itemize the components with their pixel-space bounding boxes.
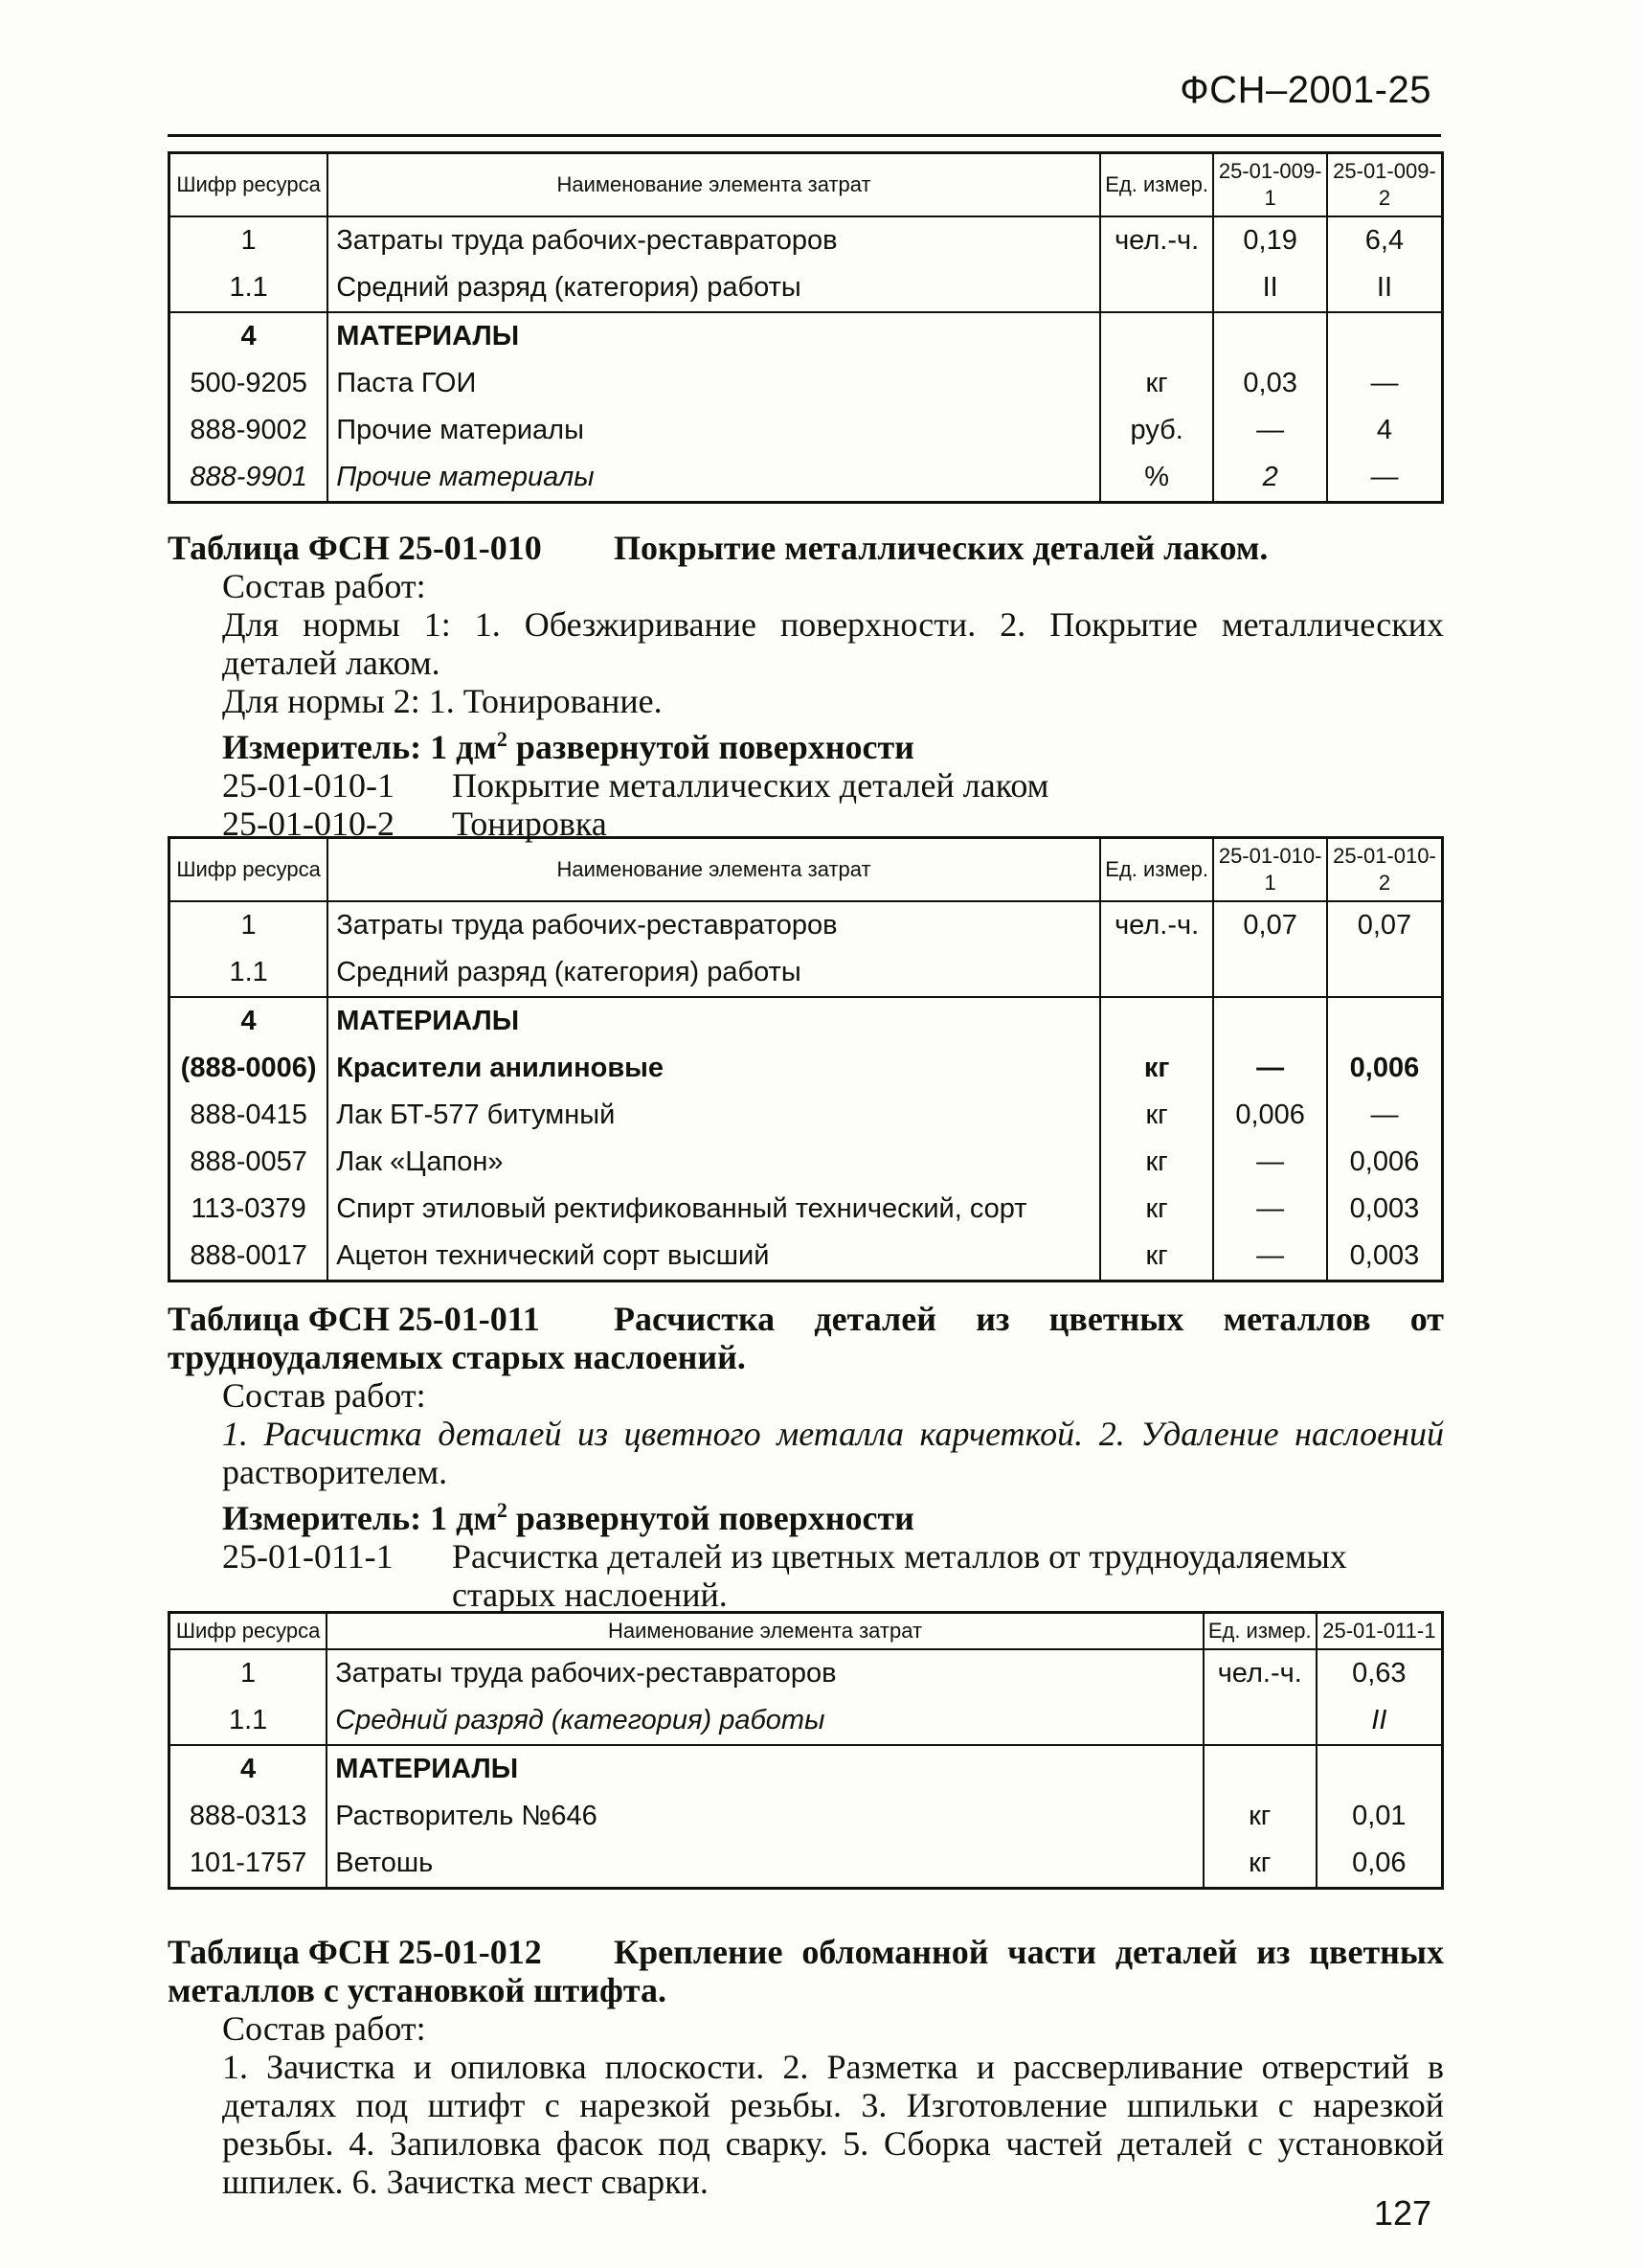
row-value: [1213, 949, 1327, 997]
row-code: 500-9205: [169, 360, 328, 407]
row-code: 1: [169, 1649, 327, 1697]
measurer-suffix: развернутой поверхности: [507, 1499, 914, 1537]
row-name: Прочие материалы: [327, 407, 1100, 454]
row-value: [1327, 949, 1443, 997]
row-unit: чел.-ч.: [1100, 901, 1214, 949]
row-name: Лак «Цапон»: [327, 1139, 1100, 1186]
running-head: ФСН–2001-25: [1180, 69, 1431, 111]
row-value: —: [1370, 462, 1399, 492]
table-row: [169, 454, 1443, 503]
header-norm: 25-01-010-1: [1213, 838, 1327, 902]
row-code: 101-1757: [169, 1840, 327, 1889]
row-code: 888-9901: [169, 454, 328, 503]
header-norm: 25-01-009-2: [1327, 153, 1443, 217]
row-value: 0,19: [1213, 216, 1327, 264]
row-name: Паста ГОИ: [327, 360, 1100, 407]
row-unit: кг: [1204, 1793, 1317, 1840]
table-caption: Крепление обломанной части деталей из цветных металлов с установкой штифта.: [168, 1933, 1444, 2009]
row-value: 0,06: [1352, 1848, 1407, 1878]
header-code: Шифр ресурса: [169, 838, 328, 902]
row-unit: [1100, 997, 1214, 1045]
header-name: Наименование элемента затрат: [327, 1613, 1204, 1650]
row-name: МАТЕРИАЛЫ: [327, 1745, 1204, 1793]
row-name: Прочие материалы: [327, 454, 1100, 503]
header-code: Шифр ресурса: [169, 1613, 327, 1650]
table-row: [169, 949, 1443, 997]
table-row: [169, 264, 1443, 312]
row-value: 0,006: [1213, 1092, 1327, 1139]
row-unit: [1100, 264, 1214, 312]
row-value: 0,006: [1349, 1053, 1420, 1083]
table-row: [169, 1697, 1443, 1745]
row-name: Средний разряд (категория) работы: [327, 949, 1100, 997]
row-name: Лак БТ-577 битумный: [327, 1092, 1100, 1139]
row-value: [1317, 1745, 1443, 1793]
measurer-prefix: Измеритель: 1 дм: [222, 1499, 497, 1537]
row-name: МАТЕРИАЛЫ: [327, 312, 1100, 360]
table-id: Таблица ФСН 25-01-012: [168, 1933, 542, 1971]
cost-table-010: [168, 836, 1444, 1282]
norm-text: Покрытие металлических деталей лаком: [452, 766, 1049, 805]
work-description: [168, 1415, 1444, 1491]
header-name: Наименование элемента затрат: [327, 153, 1100, 217]
work-description-italic: 1. Расчистка деталей из цветного металла карчеткой. 2. Удаление наслоений: [222, 1415, 1444, 1453]
row-value: —: [1213, 1045, 1327, 1092]
row-value: 0,07: [1213, 901, 1327, 949]
table-row: [169, 1793, 1443, 1840]
header-unit: Ед. измер.: [1100, 153, 1214, 217]
row-unit: [1204, 1745, 1317, 1793]
table-row: [169, 1045, 1443, 1092]
norm-code: 25-01-011-1: [222, 1537, 394, 1576]
row-value: [1327, 312, 1443, 360]
page-number: 127: [1373, 2193, 1431, 2233]
row-value: 0,07: [1327, 901, 1443, 949]
section-011: [168, 1300, 1444, 1614]
row-unit: [1100, 949, 1214, 997]
row-value: II: [1376, 272, 1393, 303]
header-code: Шифр ресурса: [169, 153, 328, 217]
document-page: [168, 0, 1451, 2268]
norm-text: Расчистка деталей из цветных металлов от трудноудаляемых старых наслоений.: [452, 1537, 1347, 1614]
row-unit: кг: [1100, 1045, 1214, 1092]
row-name: Затраты труда рабочих-реставраторов: [327, 1649, 1204, 1697]
row-code: 1.1: [169, 949, 328, 997]
row-code: 888-9002: [169, 407, 328, 454]
row-code: 4: [169, 312, 328, 360]
row-value: —: [1213, 1139, 1327, 1186]
row-unit: кг: [1100, 1139, 1214, 1186]
table-row: [169, 1649, 1443, 1697]
measurer-sup: 2: [496, 727, 507, 751]
table-row: [169, 1840, 1443, 1889]
measurer: [168, 720, 1444, 766]
row-unit: кг: [1100, 1186, 1214, 1233]
row-unit: кг: [1100, 1233, 1214, 1281]
table-header-row: [169, 153, 1443, 217]
row-name: Растворитель №646: [327, 1793, 1204, 1840]
table-title: [168, 1300, 1444, 1376]
table-header-row: [169, 838, 1443, 902]
row-code: 888-0415: [169, 1092, 328, 1139]
row-value: 2: [1213, 454, 1327, 503]
table-caption: Расчистка деталей из цветных металлов от трудноудаляемых старых наслоений.: [168, 1300, 1444, 1376]
row-name: Затраты труда рабочих-реставраторов: [327, 901, 1100, 949]
row-name: Красители анилиновые: [327, 1045, 1100, 1092]
row-unit: кг: [1100, 1092, 1214, 1139]
table-id: Таблица ФСН 25-01-010: [168, 529, 542, 567]
row-code: 1: [169, 216, 328, 264]
table-row: [169, 407, 1443, 454]
row-code: 4: [169, 1745, 327, 1793]
header-norm: 25-01-010-2: [1327, 838, 1443, 902]
header-norm: 25-01-009-1: [1213, 153, 1327, 217]
row-unit: кг: [1100, 360, 1214, 407]
row-value: [1213, 312, 1327, 360]
measurer-sup: 2: [496, 1498, 507, 1522]
norm-row: [168, 1537, 1444, 1614]
table-row: [169, 1139, 1443, 1186]
row-value: —: [1370, 368, 1399, 398]
measurer: [168, 1491, 1444, 1537]
table-row: [169, 216, 1443, 264]
work-description-rest: растворителем.: [222, 1453, 448, 1491]
row-value: —: [1213, 1233, 1327, 1281]
row-name: Ветошь: [327, 1840, 1204, 1889]
row-unit: чел.-ч.: [1204, 1649, 1317, 1697]
measurer-prefix: Измеритель: 1 дм: [222, 728, 497, 766]
table-row: [169, 1092, 1443, 1139]
section-010: [168, 529, 1444, 843]
row-unit: руб.: [1100, 407, 1214, 454]
row-code: 1: [169, 901, 328, 949]
work-description: Для нормы 2: 1. Тонирование.: [222, 682, 663, 720]
row-code: 888-0313: [169, 1793, 327, 1840]
row-value: —: [1213, 407, 1327, 454]
row-name: МАТЕРИАЛЫ: [327, 997, 1100, 1045]
table-row: [169, 901, 1443, 949]
row-name: Ацетон технический сорт высший: [327, 1233, 1100, 1281]
row-value: [1327, 997, 1443, 1045]
work-heading: Состав работ:: [222, 567, 426, 605]
row-value: II: [1371, 1705, 1387, 1735]
table-id: Таблица ФСН 25-01-011: [168, 1300, 540, 1338]
row-name: Затраты труда рабочих-реставраторов: [327, 216, 1100, 264]
table-row: [169, 1745, 1443, 1793]
row-code: 4: [169, 997, 328, 1045]
row-code: 888-0057: [169, 1139, 328, 1186]
row-value: 0,003: [1349, 1240, 1420, 1271]
work-description: 1. Зачистка и опиловка плоскости. 2. Разметка и рассверливание отверстий в деталях под штифт с нарезкой резьбы. 3. Изготовление шпильки с нарезкой резьбы. 4. Запиловка фасок под сварку. 5. Сборка частей деталей с установкой шпилек. 6. Зачистка мест сварки.: [222, 2048, 1444, 2201]
cost-table-011: [168, 1611, 1444, 1890]
row-value: 0,003: [1349, 1193, 1420, 1224]
work-heading: Состав работ:: [222, 1376, 426, 1415]
norm-row: [168, 766, 1444, 805]
table-header-row: [169, 1613, 1443, 1650]
row-code: 113-0379: [169, 1186, 328, 1233]
row-code: 888-0017: [169, 1233, 328, 1281]
row-value: —: [1370, 1100, 1399, 1130]
row-unit: кг: [1204, 1840, 1317, 1889]
norm-code: 25-01-010-1: [222, 766, 394, 805]
row-code: (888-0006): [169, 1045, 328, 1092]
table-title: [168, 1933, 1444, 2009]
header-rule: [168, 134, 1441, 137]
row-value: 0,01: [1352, 1801, 1407, 1831]
row-value: 6,4: [1327, 216, 1443, 264]
table-row: [169, 997, 1443, 1045]
row-unit: [1100, 312, 1214, 360]
row-value: [1213, 997, 1327, 1045]
table-row: [169, 1233, 1443, 1281]
cost-table-009: [168, 151, 1444, 504]
work-heading: Состав работ:: [222, 2009, 426, 2048]
row-unit: чел.-ч.: [1100, 216, 1214, 264]
row-code: 1.1: [169, 264, 328, 312]
row-value: —: [1213, 1186, 1327, 1233]
section-012: [168, 1933, 1444, 2201]
header-norm: 25-01-011-1: [1317, 1613, 1443, 1650]
row-unit: %: [1100, 454, 1214, 503]
table-title: [168, 529, 1444, 567]
table-caption: Покрытие металлических деталей лаком.: [614, 529, 1269, 567]
row-code: 1.1: [169, 1697, 327, 1745]
row-name: Средний разряд (категория) работы: [327, 1697, 1204, 1745]
row-value: 0,006: [1349, 1146, 1420, 1177]
header-unit: Ед. измер.: [1100, 838, 1214, 902]
table-row: [169, 1186, 1443, 1233]
row-name: Спирт этиловый ректификованный технический, сорт: [327, 1186, 1100, 1233]
norm-code: 25-01-010-2: [222, 805, 394, 843]
row-value: 0,03: [1213, 360, 1327, 407]
norm-text: Тонировка: [452, 805, 607, 843]
table-row: [169, 360, 1443, 407]
row-value: 4: [1376, 415, 1393, 445]
row-name: Средний разряд (категория) работы: [327, 264, 1100, 312]
row-value: 0,63: [1317, 1649, 1443, 1697]
row-unit: [1204, 1697, 1317, 1745]
header-name: Наименование элемента затрат: [327, 838, 1100, 902]
measurer-suffix: развернутой поверхности: [507, 728, 914, 766]
table-row: [169, 312, 1443, 360]
work-description: Для нормы 1: 1. Обезжиривание поверхности. 2. Покрытие металлических деталей лаком.: [222, 605, 1444, 682]
row-value: II: [1213, 264, 1327, 312]
header-unit: Ед. измер.: [1204, 1613, 1317, 1650]
